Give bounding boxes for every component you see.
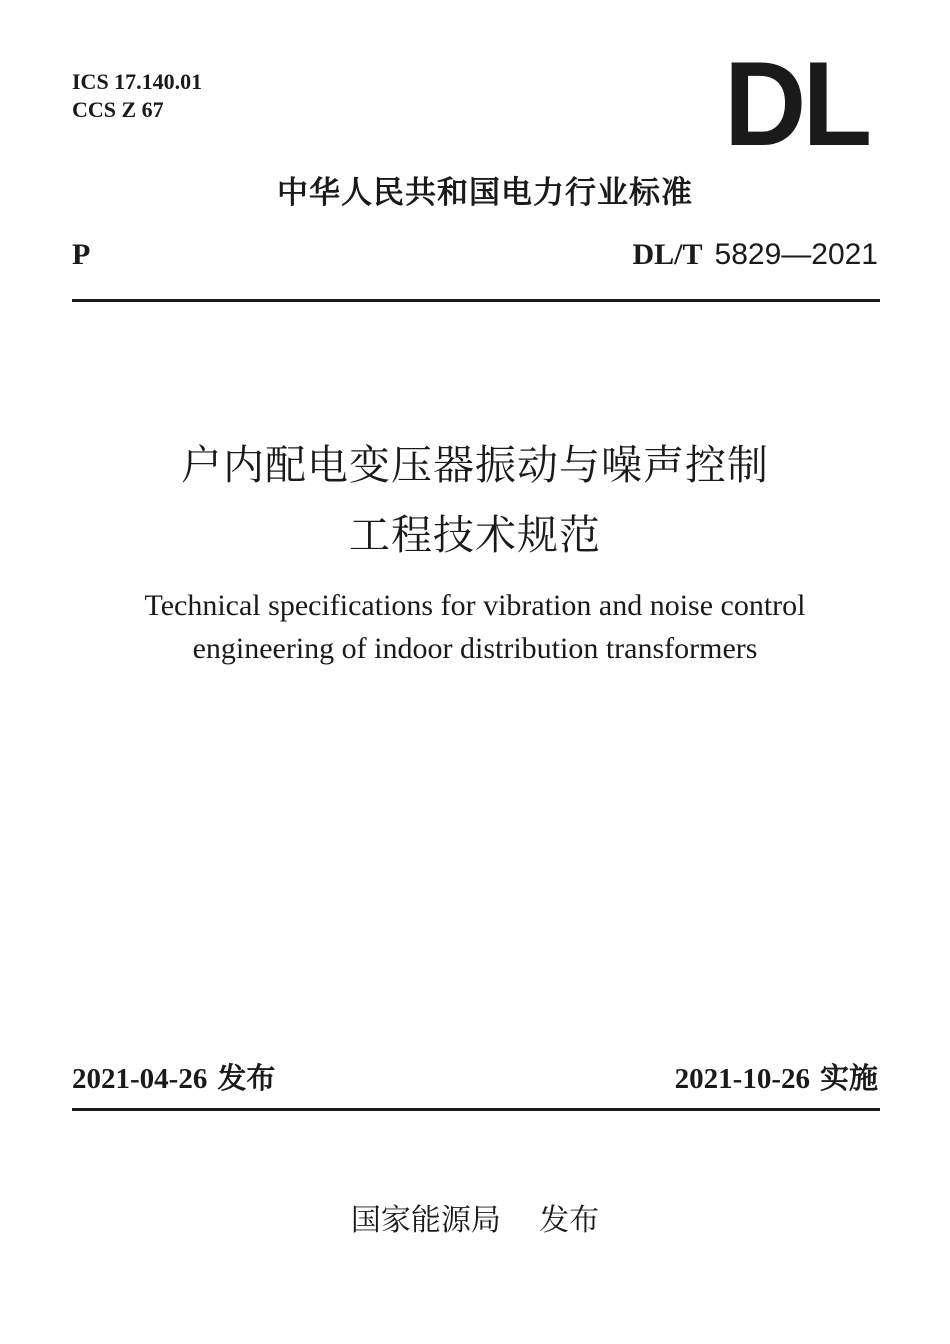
ics-code: ICS 17.140.01 [72, 69, 203, 94]
title-cn-line2: 工程技术规范 [349, 511, 601, 559]
issue-date: 2021-04-26 [72, 1063, 208, 1095]
issuer [0, 1200, 950, 1242]
issuer-name: 国家能源局 [350, 1203, 501, 1238]
implement-date: 2021-10-26 [674, 1063, 810, 1095]
standard-code: 5829—2021 [714, 238, 878, 271]
classification-codes [72, 68, 202, 124]
issue-label: 发布 [217, 1061, 276, 1095]
standard-number [632, 235, 878, 275]
issuer-label: 发布 [539, 1203, 600, 1238]
category-code: P [72, 238, 91, 271]
implement-date-block [675, 1058, 878, 1099]
bottom-divider [72, 1108, 880, 1111]
ccs-code: CCS Z 67 [72, 97, 164, 122]
title-en-line1: Technical specifications for vibration and noise control [144, 589, 806, 622]
title-cn-line1: 户内配电变压器振动与噪声控制 [181, 441, 769, 489]
dl-logo: DL [724, 37, 869, 171]
implement-label: 实施 [819, 1061, 878, 1095]
standard-authority: 中华人民共和国电力行业标准 [277, 175, 693, 211]
top-divider [72, 299, 880, 302]
title-en-line2: engineering of indoor distribution transformers [192, 632, 758, 665]
standard-prefix: DL/T [632, 238, 703, 271]
issue-date-block [72, 1058, 275, 1099]
